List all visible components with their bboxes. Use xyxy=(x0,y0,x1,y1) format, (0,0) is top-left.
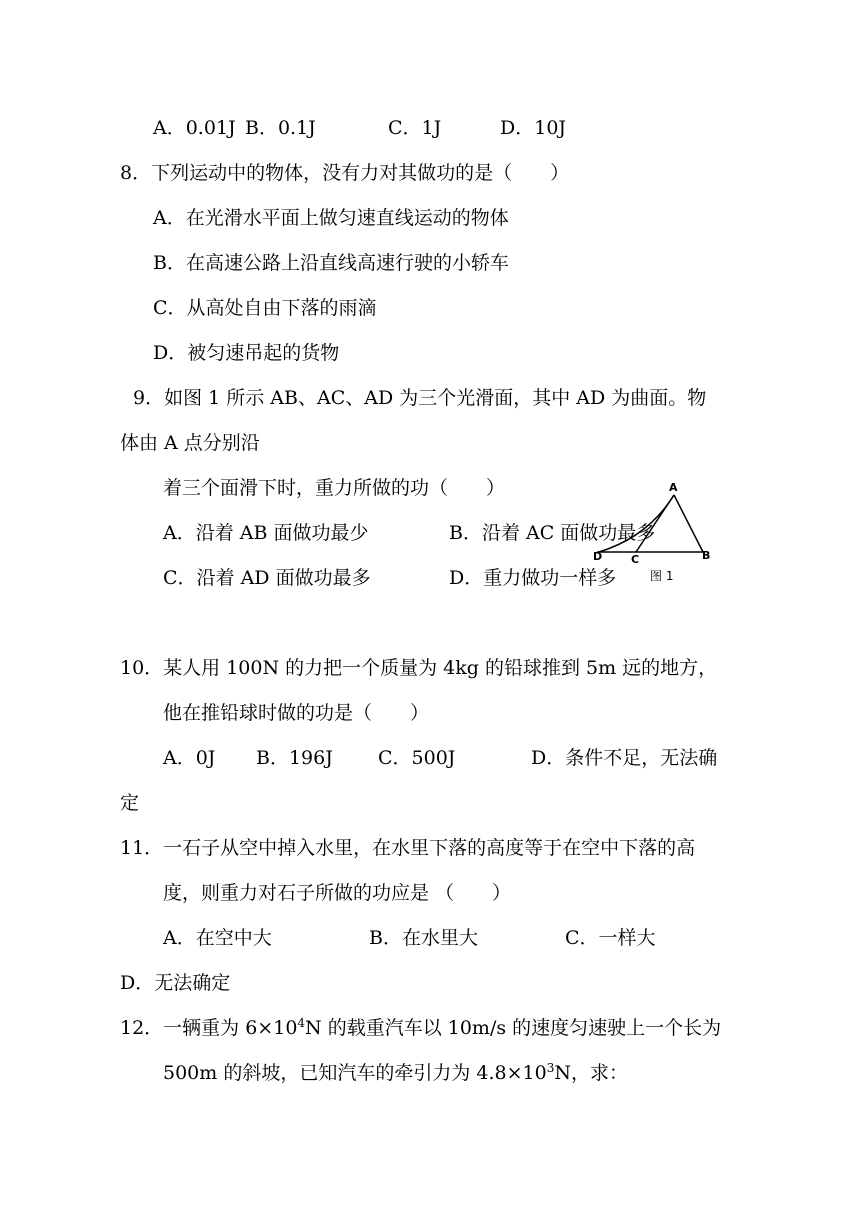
q12-exponent-4: 4 xyxy=(297,1016,306,1030)
figure-caption: 图 1 xyxy=(650,569,674,583)
q10-option-b: B．196J xyxy=(256,747,333,769)
q12-stem-line1 xyxy=(120,1016,721,1040)
q9-stem-line2: 体由 A 点分别沿 xyxy=(120,432,260,454)
q10-stem-line1: 10．某人用 100N 的力把一个质量为 4kg 的铅球推到 5m 远的地方， xyxy=(120,657,718,679)
q10-option-c: C．500J xyxy=(378,747,456,769)
q12-line2-part1: 500m 的斜坡，已知汽车的牵引力为 4.8×10 xyxy=(163,1062,547,1084)
q11-option-a: A．在空中大 xyxy=(163,927,272,949)
q10-option-d: D．条件不足，无法确 xyxy=(531,747,718,769)
q7-option-d: D．10J xyxy=(500,117,567,139)
q9-stem-line1: 9．如图 1 所示 AB、AC、AD 为三个光滑面，其中 AD 为曲面。物 xyxy=(133,387,707,409)
q12-exponent-3: 3 xyxy=(546,1061,555,1075)
q7-option-c: C．1J xyxy=(388,117,442,139)
q7-option-a: A．0.01J xyxy=(153,117,236,139)
q10-option-a: A．0J xyxy=(163,747,216,769)
q8-option-c: C．从高处自由下落的雨滴 xyxy=(153,297,377,319)
q10-stem-line2: 他在推铅球时做的功是（ ） xyxy=(163,702,430,724)
q8-stem: 8．下列运动中的物体，没有力对其做功的是（ ） xyxy=(120,162,570,184)
point-label-a: A xyxy=(669,481,678,494)
point-label-c: C xyxy=(631,553,640,566)
q12-line1-part1: 12．一辆重为 6×10 xyxy=(120,1017,298,1039)
q9-option-c: C．沿着 AD 面做功最多 xyxy=(163,567,371,589)
line-ab xyxy=(674,495,703,552)
q8-option-a: A．在光滑水平面上做匀速直线运动的物体 xyxy=(153,207,509,229)
point-label-d: D xyxy=(593,550,603,563)
q9-option-d: D．重力做功一样多 xyxy=(449,567,617,589)
q11-stem-line1: 11．一石子从空中掉入水里，在水里下落的高度等于在空中下落的高 xyxy=(120,837,696,859)
point-label-b: B xyxy=(702,549,711,562)
q12-line1-part2: N 的载重汽车以 10m/s 的速度匀速驶上一个长为 xyxy=(305,1017,722,1039)
q8-option-b: B．在高速公路上沿直线高速行驶的小轿车 xyxy=(153,252,509,274)
q7-option-b: B．0.1J xyxy=(245,117,316,139)
q8-option-d: D．被匀速吊起的货物 xyxy=(153,342,340,364)
q11-option-b: B．在水里大 xyxy=(369,927,478,949)
q11-stem-line2: 度，则重力对石子所做的功应是 （ ） xyxy=(163,882,512,904)
q11-option-d: D．无法确定 xyxy=(120,972,231,994)
q12-line2-part2: N，求： xyxy=(554,1062,628,1084)
q10-option-d-continued: 定 xyxy=(120,792,140,814)
q9-stem-line3: 着三个面滑下时，重力所做的功（ ） xyxy=(163,477,506,499)
q11-option-c: C．一样大 xyxy=(565,927,656,949)
q9-option-a: A．沿着 AB 面做功最少 xyxy=(163,522,369,544)
q9-option-b: B．沿着 AC 面做功最多 xyxy=(449,522,656,544)
q12-stem-line2 xyxy=(163,1061,628,1085)
